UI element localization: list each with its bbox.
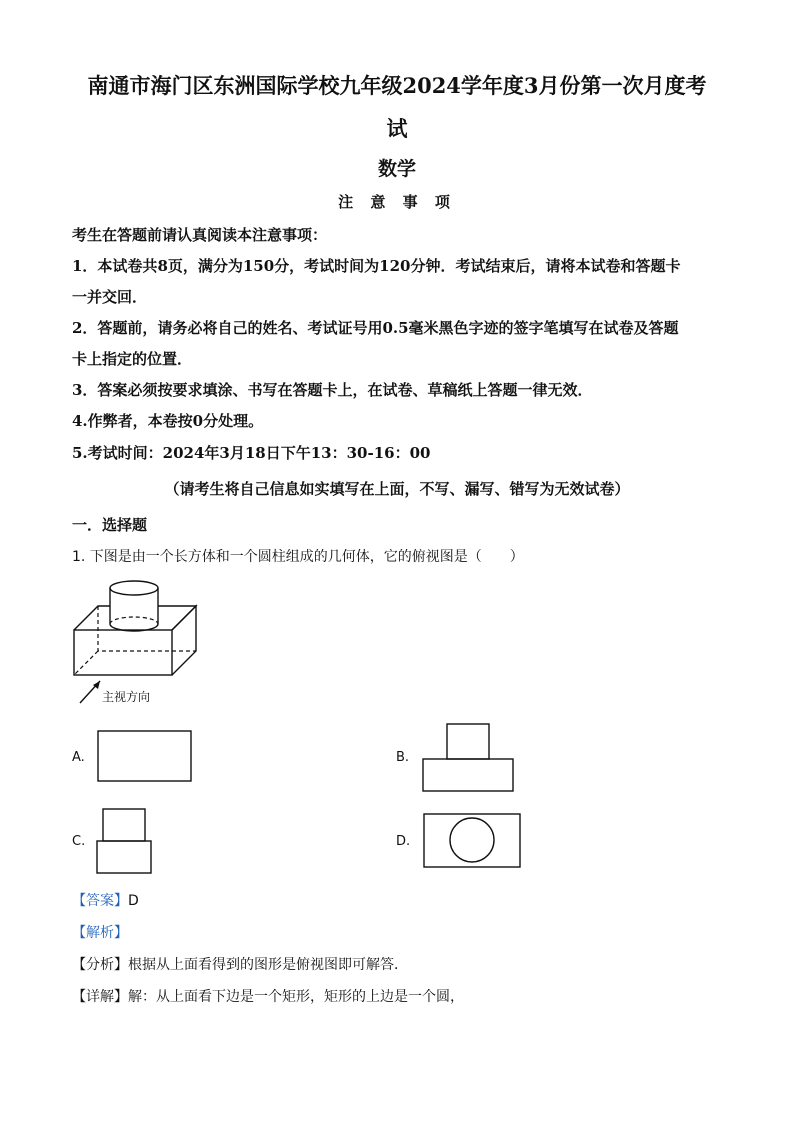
detail-line [72,986,464,1006]
option-c-label: C. [72,834,86,849]
answer-line [72,890,139,910]
detail-tag: 【详解】 [72,989,128,1005]
notice-item1-line1: 1．本试卷共8页，满分为150分，考试时间为120分钟．考试结束后，请将本试卷和答题卡 [72,257,681,275]
exam-title-line2: 试 [386,116,408,141]
notice-heading: 注 意 事 项 [338,193,456,211]
option-d-circle [450,818,494,862]
option-b-lower-rect [423,759,513,791]
option-c-upper-rect [103,809,145,841]
option-b-label: B. [396,750,410,765]
option-a-figure [96,728,196,786]
notice-item2-line2: 卡上指定的位置． [72,350,193,368]
option-d-rectangle [424,814,520,867]
option-b-figure [420,722,520,794]
option-b-upper-rect [447,724,489,759]
question1-stem: 1. 下图是由一个长方体和一个圆柱组成的几何体，它的俯视图是（ ） [72,549,524,565]
exam-title-line1: 南通市海门区东洲国际学校九年级2024学年度3月份第一次月度考 [87,73,707,98]
fenxi-tag: 【分析】 [72,957,128,973]
notice-item3: 3．答案必须按要求填涂、书写在答题卡上，在试卷、草稿纸上答题一律无效． [72,381,593,399]
analysis-line [72,922,128,942]
fenxi-line [72,954,408,974]
notice-item1-line2: 一并交回． [72,288,148,306]
notice-reminder: （请考生将自己信息如实填写在上面，不写、漏写、错写为无效试卷） [164,480,630,498]
option-d-label: D. [396,834,411,849]
option-a-label: A. [72,750,85,765]
section-title: 一．选择题 [72,516,148,534]
notice-item2-line1: 2．答题前，请务必将自己的姓名、考试证号用0.5毫米黑色字迹的签字笔填写在试卷及答题 [72,319,679,337]
cylinder-shape [110,581,158,631]
notice-item5: 5.考试时间：2024年3月18日下午13：30-16：00 [72,444,431,462]
answer-value: D [128,893,139,909]
answer-tag: 【答案】 [72,893,128,909]
option-c-lower-rect [97,841,151,873]
figure-label: 主视方向 [102,690,151,704]
subject-title: 数学 [377,158,416,180]
notice-intro: 考生在答题前请认真阅读本注意事项： [72,226,328,244]
analysis-tag: 【解析】 [72,925,128,941]
fenxi-text: 根据从上面看得到的图形是俯视图即可解答． [128,957,408,973]
option-d-figure [422,812,524,870]
option-c-figure [94,806,156,876]
option-a-rectangle [98,731,191,781]
notice-item4: 4.作弊者，本卷按0分处理。 [72,412,264,430]
view-direction-arrow [80,681,100,703]
detail-text: 解：从上面看下边是一个矩形，矩形的上边是一个圆， [128,989,464,1005]
